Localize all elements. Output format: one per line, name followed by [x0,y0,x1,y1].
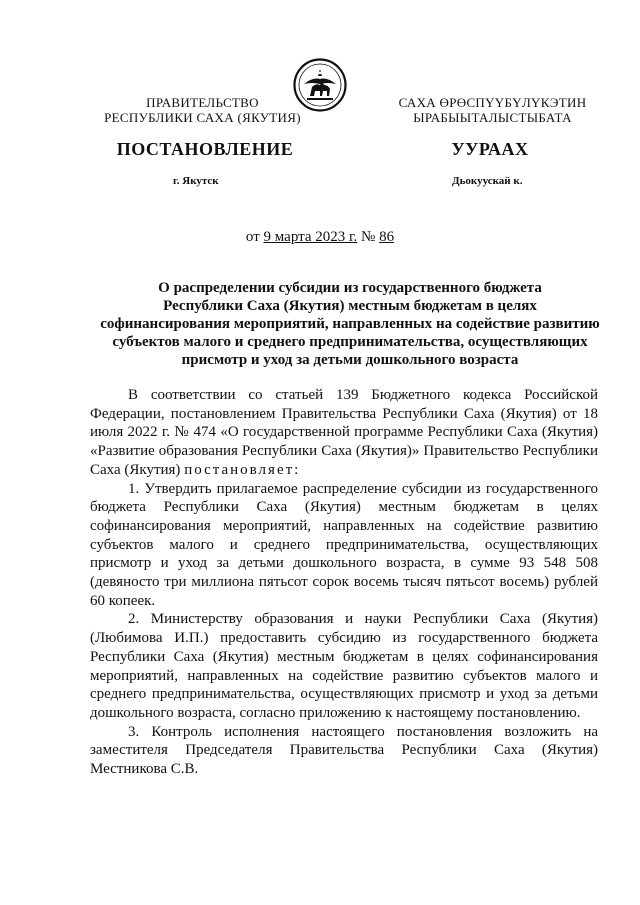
city-sakha: Дьокуускай к. [452,175,523,187]
title-line: субъектов малого и среднего предпринимательства, осуществляющих [112,334,588,350]
title-line: присмотр и уход за детьми дошкольного возраста [181,352,519,368]
decree-date: 9 марта 2023 г. [263,229,358,245]
org-name-sakha-line1: САХА ӨРӨСПҮҮБҮЛҮКЭТИН [398,95,587,110]
org-name-sakha [390,95,595,125]
org-name-russian-line1: ПРАВИТЕЛЬСТВО [146,95,259,110]
paragraph-item-3: 3. Контроль исполнения настоящего постановления возложить на заместителя Председателя Правительства Республики Саха (Якутия) Местникова С.В. [90,723,598,778]
city-russian: г. Якутск [173,175,219,187]
decree-word: постановляет: [184,461,301,478]
title-line: софинансирования мероприятий, направленных на содействие развитию [100,316,600,332]
preamble-paragraph [90,386,598,480]
org-name-sakha-line2: ЫРАБЫЫТАЛЫСТЫБАТА [413,110,572,125]
org-name-russian [95,95,310,125]
decree-date-number [0,229,640,246]
title-line: Республики Саха (Якутия) местным бюджетам в целях [163,298,537,314]
preamble-text: В соответствии со статьей 139 Бюджетного кодекса Российской Федерации, постановлением Правительства Республики Саха (Якутия) от 18 июля 2022 г. № 474 «О государственной программе Республики Саха (Якутия) «Развитие образования Республики Саха (Якутия)» Правительство Республики Саха (Якутия) [90,387,598,478]
paragraph-item-1: 1. Утвердить прилагаемое распределение субсидии из государственного бюджета Республики Саха (Якутия) местным бюджетам в целях софинансирования мероприятий, направленных на содействие развитию субъектов малого и среднего предпринимательства, осуществляющих присмотр и уход за детьми дошкольного возраста, в сумме 93 548 508 (девяносто три миллиона пятьсот сорок восемь тысяч пятьсот восемь) рублей 60 копеек. [90,480,598,609]
doc-type-russian: ПОСТАНОВЛЕНИЕ [116,139,294,159]
org-name-russian-line2: РЕСПУБЛИКИ САХА (ЯКУТИЯ) [104,110,301,125]
title-line: О распределении субсидии из государственного бюджета [158,280,542,296]
decree-number: 86 [379,229,395,245]
paragraph-item-2: 2. Министерству образования и науки Республики Саха (Якутия) (Любимова И.П.) предоставить субсидию из государственного бюджета Республики Саха (Якутия) местным бюджетам в целях софинансирования мероприятий, направленных на содействие развитию субъектов малого и среднего предпринимательства, осуществляющих присмотр и уход за детьми дошкольного возраста, согласно приложению к настоящему постановлению. [90,611,598,721]
date-prefix: от [245,229,264,245]
decree-body [90,386,598,779]
number-prefix: № [357,229,380,245]
decree-title [100,279,600,369]
doc-type-sakha: УУРААХ [451,139,529,159]
